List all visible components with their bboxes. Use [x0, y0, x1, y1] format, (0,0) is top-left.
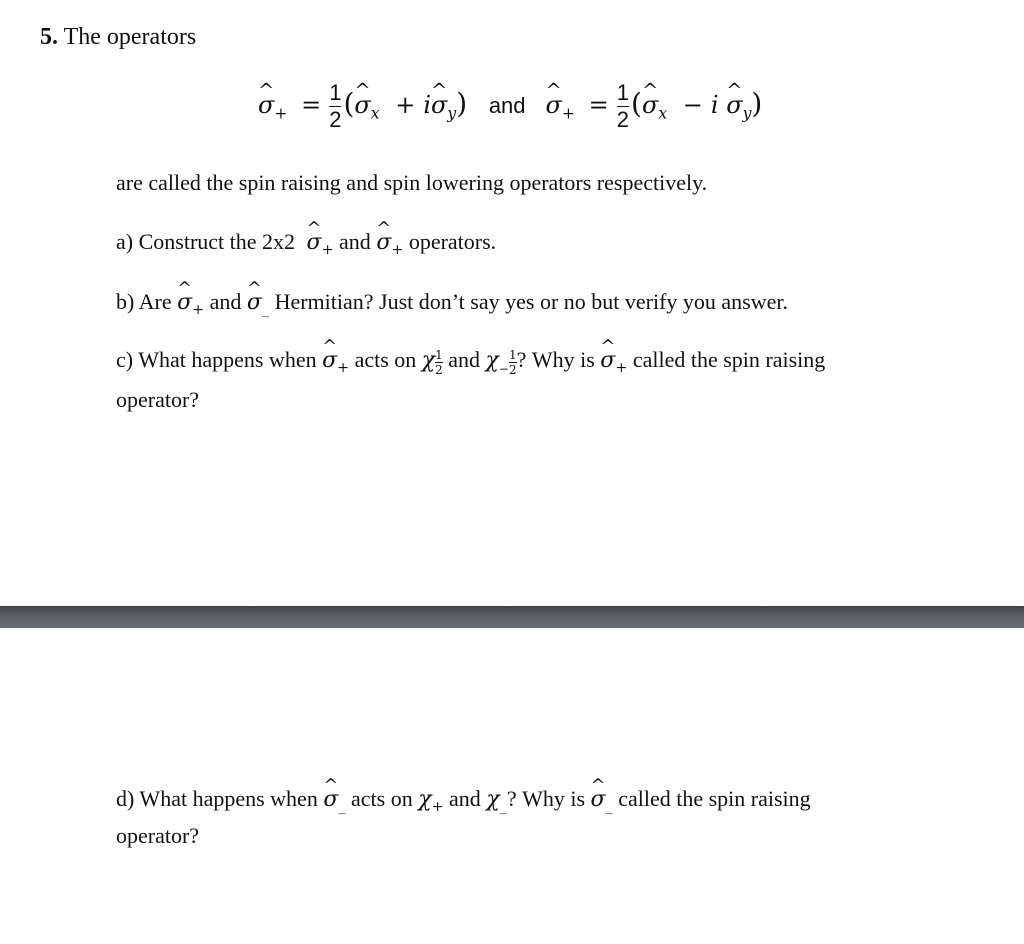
sigma-plus-definition: ^ $\sigma_+$ = $\frac{1}{2}$ (^ $\sigma_x$ + i^ $\sigma_y$) [258, 91, 475, 119]
page-divider [0, 606, 1024, 628]
sigma-minus-symbol: ^ $\sigma_{\_}$ [591, 787, 613, 812]
chi-half-symbol: χ $\frac{1}{2}$ [421, 347, 443, 377]
problem-description: are called the spin raising and spin lowering operators respectively. [116, 170, 708, 195]
part-c: c) What happens when ^ $\sigma_+$ acts on χ $\frac{1}{2}$ and $\chi_-$ $\frac{1}{2}$ ? Why is ^ $\sigma_+$ called the spin raising [116, 347, 825, 376]
chi-minus-half-symbol: $\chi_-$ $\frac{1}{2}$ [485, 347, 517, 377]
chi-minus-symbol: $\chi_{\_}$ [486, 787, 507, 815]
part-d-line2: operator? [116, 823, 200, 848]
chi-plus-symbol: $\chi_+$ [418, 787, 444, 815]
sigma-plus-symbol: ^ $\sigma_+$ [177, 290, 204, 315]
problem-heading [40, 24, 196, 51]
sigma-plus-symbol: ^ $\sigma_+$ [307, 230, 334, 255]
operator-definitions [258, 82, 762, 131]
part-c-line2: operator? [116, 387, 200, 412]
sigma-plus-symbol: ^ $\sigma_+$ [322, 348, 349, 373]
one-half-fraction: $\frac{1}{2}$ [329, 80, 342, 132]
and-connector: and [488, 93, 526, 118]
sigma-minus-symbol: ^ $\sigma_{\_}$ [323, 787, 345, 812]
sigma-plus-symbol: ^ $\sigma_+$ [376, 230, 403, 255]
problem-number: 5. [40, 24, 58, 50]
sigma-minus-definition: ^ $\sigma_+$ = $\frac{1}{2}$ (^ $\sigma_x - i$ ^ $\sigma_y$) [546, 91, 763, 119]
part-b: b) Are ^ $\sigma_+$ and ^ $\sigma_{\_}$ Hermitian? Just don’t say yes or no but verify you answer. [116, 289, 788, 318]
sigma-plus-symbol: ^ $\sigma_+$ [600, 348, 627, 373]
part-d: d) What happens when ^ $\sigma_{\_}$ acts on $\chi_+$ and $\chi_{\_}$? Why is ^ $\sigma_{\_}$ called the spin raising [116, 786, 811, 815]
part-a: a) Construct the 2x2 ^ $\sigma_+$ and ^ $\sigma_+$ operators. [116, 229, 496, 258]
one-half-fraction: $\frac{1}{2}$ [616, 80, 629, 132]
sigma-minus-symbol: ^ $\sigma_{\_}$ [247, 290, 269, 315]
problem-intro: The operators [63, 24, 197, 50]
